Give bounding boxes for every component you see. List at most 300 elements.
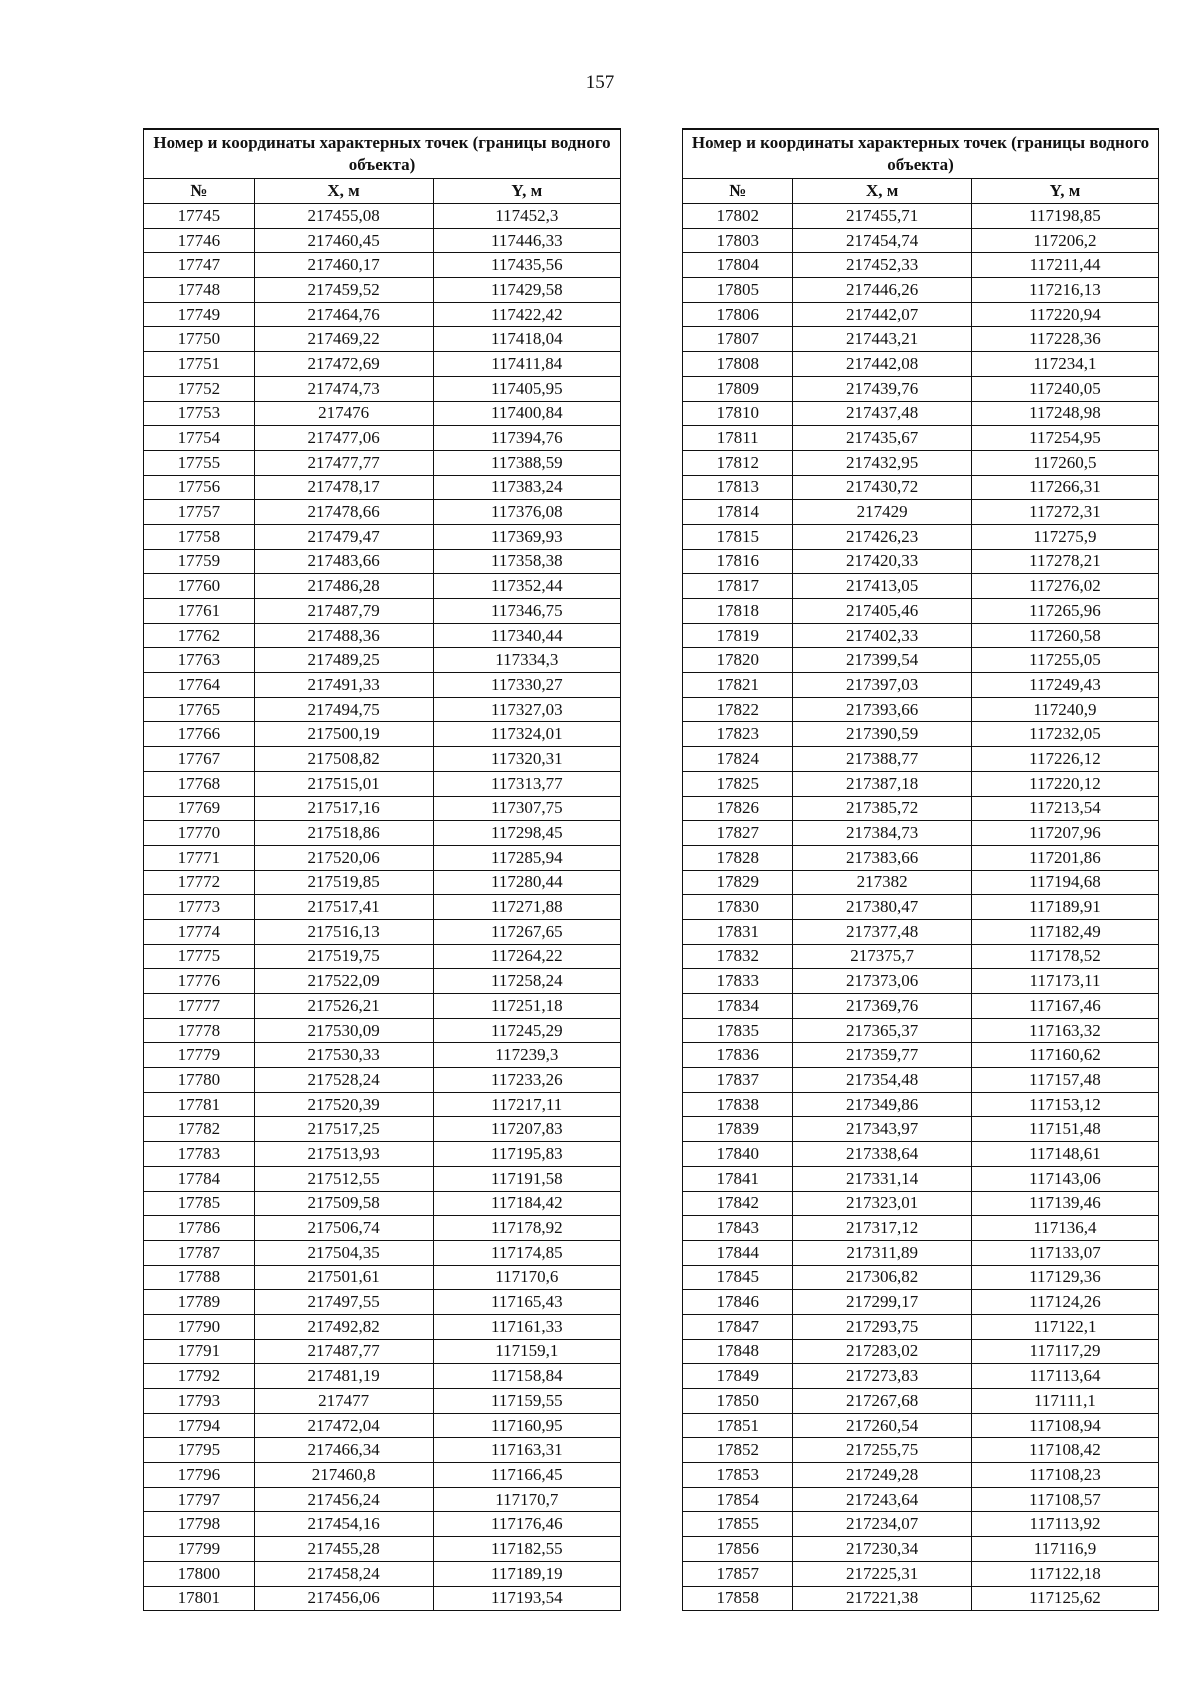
y-coordinate-cell: 117176,46 [433, 1512, 620, 1537]
point-number-cell: 17794 [144, 1413, 255, 1438]
table-row [144, 426, 621, 451]
y-coordinate-cell: 117136,4 [971, 1216, 1158, 1241]
y-coordinate-cell: 117198,85 [971, 204, 1158, 229]
point-number-cell: 17807 [683, 327, 793, 352]
point-number-cell: 17795 [144, 1438, 255, 1463]
column-header-number: № [144, 179, 255, 204]
table-row [144, 994, 621, 1019]
table-body [144, 204, 621, 1611]
x-coordinate-cell: 217387,18 [793, 771, 972, 796]
table-row [683, 1240, 1159, 1265]
x-coordinate-cell: 217405,46 [793, 599, 972, 624]
table-body [683, 204, 1159, 1611]
table-row [144, 302, 621, 327]
table-row [683, 1438, 1159, 1463]
y-coordinate-cell: 117167,46 [971, 994, 1158, 1019]
table-row [683, 1166, 1159, 1191]
point-number-cell: 17858 [683, 1586, 793, 1611]
table-row [144, 1314, 621, 1339]
y-coordinate-cell: 117193,54 [433, 1586, 620, 1611]
x-coordinate-cell: 217469,22 [254, 327, 433, 352]
x-coordinate-cell: 217442,07 [793, 302, 972, 327]
x-coordinate-cell: 217476 [254, 401, 433, 426]
y-coordinate-cell: 117207,96 [971, 821, 1158, 846]
y-coordinate-cell: 117254,95 [971, 426, 1158, 451]
table-row [144, 747, 621, 772]
table-row [683, 771, 1159, 796]
point-number-cell: 17819 [683, 623, 793, 648]
x-coordinate-cell: 217516,13 [254, 919, 433, 944]
point-number-cell: 17762 [144, 623, 255, 648]
point-number-cell: 17773 [144, 895, 255, 920]
x-coordinate-cell: 217519,75 [254, 944, 433, 969]
table-row [144, 1290, 621, 1315]
table-row [683, 673, 1159, 698]
table-row [683, 1142, 1159, 1167]
coordinates-table-right [682, 128, 1159, 1611]
table-row [683, 1018, 1159, 1043]
point-number-cell: 17802 [683, 204, 793, 229]
x-coordinate-cell: 217456,06 [254, 1586, 433, 1611]
y-coordinate-cell: 117157,48 [971, 1068, 1158, 1093]
table-row [683, 1092, 1159, 1117]
table-row [683, 352, 1159, 377]
table-row [683, 302, 1159, 327]
y-coordinate-cell: 117267,65 [433, 919, 620, 944]
table-row [683, 845, 1159, 870]
table-row [144, 1043, 621, 1068]
point-number-cell: 17839 [683, 1117, 793, 1142]
table-row [683, 895, 1159, 920]
point-number-cell: 17850 [683, 1389, 793, 1414]
y-coordinate-cell: 117275,9 [971, 524, 1158, 549]
y-coordinate-cell: 117418,04 [433, 327, 620, 352]
point-number-cell: 17761 [144, 599, 255, 624]
y-coordinate-cell: 117148,61 [971, 1142, 1158, 1167]
x-coordinate-cell: 217487,79 [254, 599, 433, 624]
y-coordinate-cell: 117173,11 [971, 969, 1158, 994]
y-coordinate-cell: 117184,42 [433, 1191, 620, 1216]
table-row [683, 623, 1159, 648]
point-number-cell: 17784 [144, 1166, 255, 1191]
y-coordinate-cell: 117422,42 [433, 302, 620, 327]
table-row [144, 1166, 621, 1191]
y-coordinate-cell: 117133,07 [971, 1240, 1158, 1265]
table-row [144, 697, 621, 722]
table-row [144, 895, 621, 920]
x-coordinate-cell: 217477 [254, 1389, 433, 1414]
point-number-cell: 17793 [144, 1389, 255, 1414]
point-number-cell: 17827 [683, 821, 793, 846]
table-row [683, 697, 1159, 722]
table-row [683, 401, 1159, 426]
x-coordinate-cell: 217377,48 [793, 919, 972, 944]
table-row [144, 1389, 621, 1414]
y-coordinate-cell: 117435,56 [433, 253, 620, 278]
table-row [144, 623, 621, 648]
table-row [144, 278, 621, 303]
point-number-cell: 17756 [144, 475, 255, 500]
x-coordinate-cell: 217522,09 [254, 969, 433, 994]
table-row [144, 919, 621, 944]
point-number-cell: 17848 [683, 1339, 793, 1364]
y-coordinate-cell: 117429,58 [433, 278, 620, 303]
y-coordinate-cell: 117207,83 [433, 1117, 620, 1142]
x-coordinate-cell: 217479,47 [254, 524, 433, 549]
table-row [683, 376, 1159, 401]
table-row [683, 1314, 1159, 1339]
y-coordinate-cell: 117151,48 [971, 1117, 1158, 1142]
x-coordinate-cell: 217486,28 [254, 574, 433, 599]
y-coordinate-cell: 117211,44 [971, 253, 1158, 278]
x-coordinate-cell: 217455,08 [254, 204, 433, 229]
column-header-number: № [683, 179, 793, 204]
x-coordinate-cell: 217354,48 [793, 1068, 972, 1093]
y-coordinate-cell: 117307,75 [433, 796, 620, 821]
x-coordinate-cell: 217373,06 [793, 969, 972, 994]
table-row [683, 204, 1159, 229]
table-row [144, 549, 621, 574]
table-row [144, 327, 621, 352]
x-coordinate-cell: 217384,73 [793, 821, 972, 846]
table-row [144, 1364, 621, 1389]
point-number-cell: 17821 [683, 673, 793, 698]
point-number-cell: 17754 [144, 426, 255, 451]
table-row [144, 1339, 621, 1364]
y-coordinate-cell: 117260,5 [971, 450, 1158, 475]
x-coordinate-cell: 217454,16 [254, 1512, 433, 1537]
point-number-cell: 17853 [683, 1463, 793, 1488]
y-coordinate-cell: 117129,36 [971, 1265, 1158, 1290]
x-coordinate-cell: 217420,33 [793, 549, 972, 574]
y-coordinate-cell: 117233,26 [433, 1068, 620, 1093]
x-coordinate-cell: 217390,59 [793, 722, 972, 747]
point-number-cell: 17823 [683, 722, 793, 747]
table-row [144, 1117, 621, 1142]
x-coordinate-cell: 217343,97 [793, 1117, 972, 1142]
y-coordinate-cell: 117234,1 [971, 352, 1158, 377]
y-coordinate-cell: 117265,96 [971, 599, 1158, 624]
y-coordinate-cell: 117249,43 [971, 673, 1158, 698]
table-row [144, 673, 621, 698]
y-coordinate-cell: 117116,9 [971, 1537, 1158, 1562]
x-coordinate-cell: 217365,37 [793, 1018, 972, 1043]
y-coordinate-cell: 117220,94 [971, 302, 1158, 327]
point-number-cell: 17825 [683, 771, 793, 796]
point-number-cell: 17841 [683, 1166, 793, 1191]
point-number-cell: 17772 [144, 870, 255, 895]
y-coordinate-cell: 117216,13 [971, 278, 1158, 303]
table-row [683, 1389, 1159, 1414]
point-number-cell: 17749 [144, 302, 255, 327]
table-row [144, 1216, 621, 1241]
table-row [683, 524, 1159, 549]
point-number-cell: 17769 [144, 796, 255, 821]
point-number-cell: 17746 [144, 228, 255, 253]
x-coordinate-cell: 217306,82 [793, 1265, 972, 1290]
x-coordinate-cell: 217369,76 [793, 994, 972, 1019]
table-row [683, 599, 1159, 624]
y-coordinate-cell: 117170,6 [433, 1265, 620, 1290]
table-row [144, 1068, 621, 1093]
x-coordinate-cell: 217477,77 [254, 450, 433, 475]
y-coordinate-cell: 117278,21 [971, 549, 1158, 574]
point-number-cell: 17752 [144, 376, 255, 401]
point-number-cell: 17831 [683, 919, 793, 944]
point-number-cell: 17797 [144, 1487, 255, 1512]
x-coordinate-cell: 217397,03 [793, 673, 972, 698]
point-number-cell: 17748 [144, 278, 255, 303]
point-number-cell: 17830 [683, 895, 793, 920]
point-number-cell: 17847 [683, 1314, 793, 1339]
point-number-cell: 17755 [144, 450, 255, 475]
point-number-cell: 17832 [683, 944, 793, 969]
x-coordinate-cell: 217508,82 [254, 747, 433, 772]
point-number-cell: 17852 [683, 1438, 793, 1463]
x-coordinate-cell: 217494,75 [254, 697, 433, 722]
point-number-cell: 17768 [144, 771, 255, 796]
x-coordinate-cell: 217435,67 [793, 426, 972, 451]
y-coordinate-cell: 117117,29 [971, 1339, 1158, 1364]
y-coordinate-cell: 117182,55 [433, 1537, 620, 1562]
table-row [144, 821, 621, 846]
y-coordinate-cell: 117108,94 [971, 1413, 1158, 1438]
y-coordinate-cell: 117124,26 [971, 1290, 1158, 1315]
table-row [144, 1463, 621, 1488]
x-coordinate-cell: 217517,41 [254, 895, 433, 920]
y-coordinate-cell: 117285,94 [433, 845, 620, 870]
point-number-cell: 17760 [144, 574, 255, 599]
table-row [683, 278, 1159, 303]
y-coordinate-cell: 117324,01 [433, 722, 620, 747]
table-row [144, 1586, 621, 1611]
point-number-cell: 17788 [144, 1265, 255, 1290]
table-title: Номер и координаты характерных точек (границы водного объекта) [683, 129, 1159, 179]
y-coordinate-cell: 117394,76 [433, 426, 620, 451]
column-header-x: X, м [793, 179, 972, 204]
y-coordinate-cell: 117245,29 [433, 1018, 620, 1043]
table-row [683, 1487, 1159, 1512]
y-coordinate-cell: 117143,06 [971, 1166, 1158, 1191]
table-row [683, 574, 1159, 599]
x-coordinate-cell: 217500,19 [254, 722, 433, 747]
y-coordinate-cell: 117111,1 [971, 1389, 1158, 1414]
x-coordinate-cell: 217512,55 [254, 1166, 433, 1191]
x-coordinate-cell: 217399,54 [793, 648, 972, 673]
table-row [683, 1265, 1159, 1290]
point-number-cell: 17851 [683, 1413, 793, 1438]
x-coordinate-cell: 217472,04 [254, 1413, 433, 1438]
table-row [683, 500, 1159, 525]
x-coordinate-cell: 217455,28 [254, 1537, 433, 1562]
table-row [144, 524, 621, 549]
x-coordinate-cell: 217249,28 [793, 1463, 972, 1488]
x-coordinate-cell: 217243,64 [793, 1487, 972, 1512]
point-number-cell: 17820 [683, 648, 793, 673]
y-coordinate-cell: 117206,2 [971, 228, 1158, 253]
y-coordinate-cell: 117108,57 [971, 1487, 1158, 1512]
y-coordinate-cell: 117163,32 [971, 1018, 1158, 1043]
y-coordinate-cell: 117160,62 [971, 1043, 1158, 1068]
x-coordinate-cell: 217375,7 [793, 944, 972, 969]
table-row [144, 1561, 621, 1586]
x-coordinate-cell: 217311,89 [793, 1240, 972, 1265]
x-coordinate-cell: 217466,34 [254, 1438, 433, 1463]
point-number-cell: 17812 [683, 450, 793, 475]
y-coordinate-cell: 117400,84 [433, 401, 620, 426]
point-number-cell: 17837 [683, 1068, 793, 1093]
x-coordinate-cell: 217442,08 [793, 352, 972, 377]
table-row [144, 1413, 621, 1438]
point-number-cell: 17838 [683, 1092, 793, 1117]
point-number-cell: 17844 [683, 1240, 793, 1265]
table-row [144, 599, 621, 624]
point-number-cell: 17824 [683, 747, 793, 772]
x-coordinate-cell: 217225,31 [793, 1561, 972, 1586]
point-number-cell: 17857 [683, 1561, 793, 1586]
x-coordinate-cell: 217483,66 [254, 549, 433, 574]
point-number-cell: 17786 [144, 1216, 255, 1241]
y-coordinate-cell: 117217,11 [433, 1092, 620, 1117]
y-coordinate-cell: 117161,33 [433, 1314, 620, 1339]
table-row [683, 1339, 1159, 1364]
x-coordinate-cell: 217528,24 [254, 1068, 433, 1093]
table-row [144, 722, 621, 747]
x-coordinate-cell: 217234,07 [793, 1512, 972, 1537]
x-coordinate-cell: 217317,12 [793, 1216, 972, 1241]
y-coordinate-cell: 117122,18 [971, 1561, 1158, 1586]
y-coordinate-cell: 117446,33 [433, 228, 620, 253]
x-coordinate-cell: 217472,69 [254, 352, 433, 377]
table-row [144, 1438, 621, 1463]
point-number-cell: 17770 [144, 821, 255, 846]
x-coordinate-cell: 217464,76 [254, 302, 433, 327]
y-coordinate-cell: 117266,31 [971, 475, 1158, 500]
x-coordinate-cell: 217359,77 [793, 1043, 972, 1068]
y-coordinate-cell: 117178,52 [971, 944, 1158, 969]
y-coordinate-cell: 117159,1 [433, 1339, 620, 1364]
table-row [683, 450, 1159, 475]
x-coordinate-cell: 217478,66 [254, 500, 433, 525]
table-row [683, 1117, 1159, 1142]
point-number-cell: 17829 [683, 870, 793, 895]
point-number-cell: 17790 [144, 1314, 255, 1339]
table-row [683, 870, 1159, 895]
point-number-cell: 17806 [683, 302, 793, 327]
table-row [683, 1068, 1159, 1093]
x-coordinate-cell: 217402,33 [793, 623, 972, 648]
point-number-cell: 17765 [144, 697, 255, 722]
x-coordinate-cell: 217459,52 [254, 278, 433, 303]
y-coordinate-cell: 117170,7 [433, 1487, 620, 1512]
x-coordinate-cell: 217432,95 [793, 450, 972, 475]
x-coordinate-cell: 217488,36 [254, 623, 433, 648]
x-coordinate-cell: 217509,58 [254, 1191, 433, 1216]
point-number-cell: 17783 [144, 1142, 255, 1167]
point-number-cell: 17782 [144, 1117, 255, 1142]
point-number-cell: 17766 [144, 722, 255, 747]
point-number-cell: 17775 [144, 944, 255, 969]
y-coordinate-cell: 117226,12 [971, 747, 1158, 772]
table-row [144, 1487, 621, 1512]
point-number-cell: 17809 [683, 376, 793, 401]
x-coordinate-cell: 217454,74 [793, 228, 972, 253]
page-number: 157 [585, 72, 615, 93]
y-coordinate-cell: 117166,45 [433, 1463, 620, 1488]
x-coordinate-cell: 217481,19 [254, 1364, 433, 1389]
x-coordinate-cell: 217474,73 [254, 376, 433, 401]
table-row [683, 253, 1159, 278]
table-row [683, 1586, 1159, 1611]
point-number-cell: 17796 [144, 1463, 255, 1488]
y-coordinate-cell: 117108,23 [971, 1463, 1158, 1488]
y-coordinate-cell: 117191,58 [433, 1166, 620, 1191]
y-coordinate-cell: 117411,84 [433, 352, 620, 377]
point-number-cell: 17835 [683, 1018, 793, 1043]
point-number-cell: 17781 [144, 1092, 255, 1117]
point-number-cell: 17771 [144, 845, 255, 870]
table-row [144, 401, 621, 426]
point-number-cell: 17822 [683, 697, 793, 722]
point-number-cell: 17780 [144, 1068, 255, 1093]
y-coordinate-cell: 117160,95 [433, 1413, 620, 1438]
x-coordinate-cell: 217293,75 [793, 1314, 972, 1339]
x-coordinate-cell: 217413,05 [793, 574, 972, 599]
y-coordinate-cell: 117330,27 [433, 673, 620, 698]
x-coordinate-cell: 217260,54 [793, 1413, 972, 1438]
point-number-cell: 17798 [144, 1512, 255, 1537]
y-coordinate-cell: 117352,44 [433, 574, 620, 599]
y-coordinate-cell: 117405,95 [433, 376, 620, 401]
table-row [683, 1537, 1159, 1562]
table-row [683, 796, 1159, 821]
point-number-cell: 17759 [144, 549, 255, 574]
point-number-cell: 17840 [683, 1142, 793, 1167]
point-number-cell: 17856 [683, 1537, 793, 1562]
point-number-cell: 17745 [144, 204, 255, 229]
point-number-cell: 17814 [683, 500, 793, 525]
table-row [144, 1240, 621, 1265]
table-title: Номер и координаты характерных точек (границы водного объекта) [144, 129, 621, 179]
y-coordinate-cell: 117383,24 [433, 475, 620, 500]
y-coordinate-cell: 117195,83 [433, 1142, 620, 1167]
point-number-cell: 17787 [144, 1240, 255, 1265]
point-number-cell: 17834 [683, 994, 793, 1019]
table-row [683, 1216, 1159, 1241]
point-number-cell: 17763 [144, 648, 255, 673]
table-row [144, 1512, 621, 1537]
y-coordinate-cell: 117346,75 [433, 599, 620, 624]
table-row [144, 450, 621, 475]
point-number-cell: 17842 [683, 1191, 793, 1216]
x-coordinate-cell: 217267,68 [793, 1389, 972, 1414]
point-number-cell: 17791 [144, 1339, 255, 1364]
x-coordinate-cell: 217349,86 [793, 1092, 972, 1117]
point-number-cell: 17789 [144, 1290, 255, 1315]
table-row [683, 1463, 1159, 1488]
table-row [683, 475, 1159, 500]
x-coordinate-cell: 217460,45 [254, 228, 433, 253]
x-coordinate-cell: 217456,24 [254, 1487, 433, 1512]
y-coordinate-cell: 117122,1 [971, 1314, 1158, 1339]
table-row [683, 919, 1159, 944]
point-number-cell: 17764 [144, 673, 255, 698]
x-coordinate-cell: 217515,01 [254, 771, 433, 796]
point-number-cell: 17808 [683, 352, 793, 377]
table-row [144, 475, 621, 500]
x-coordinate-cell: 217388,77 [793, 747, 972, 772]
table-row [144, 1018, 621, 1043]
